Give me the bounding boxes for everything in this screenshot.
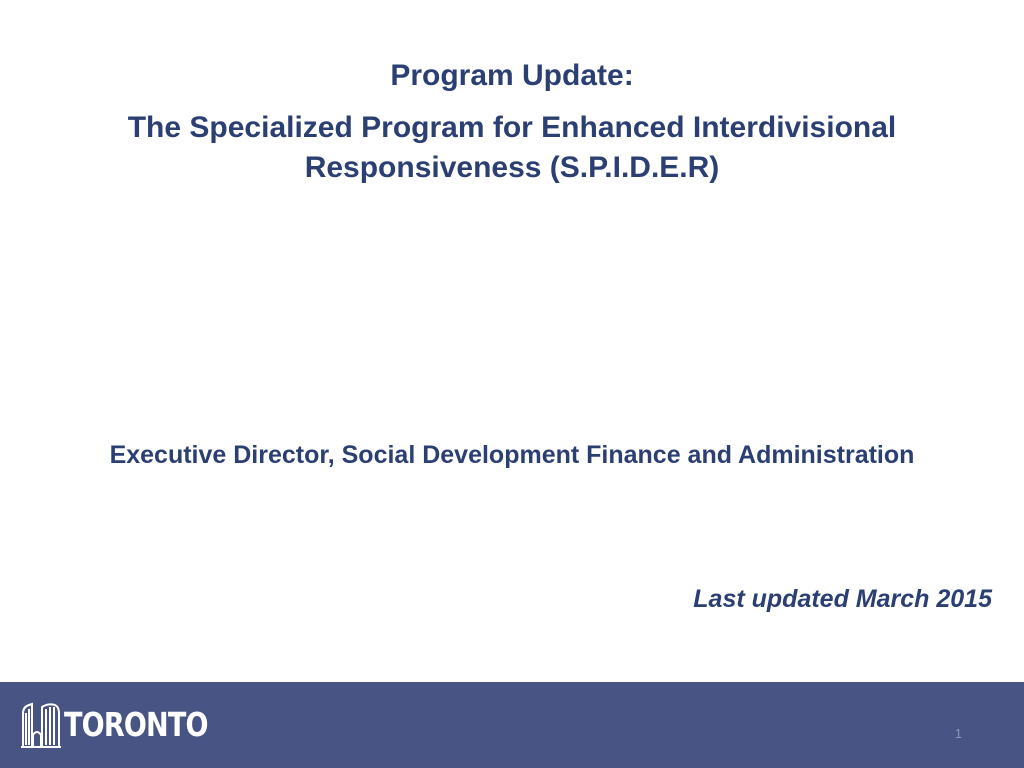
presenter-title: Executive Director, Social Development Finance and Administration: [109, 441, 915, 469]
page-number: 1: [954, 726, 962, 741]
last-updated-text: Last updated March 2015: [693, 585, 992, 613]
title-block: [0, 56, 1024, 188]
footer-bar: [0, 682, 1024, 768]
title-program-update: Program Update:: [390, 59, 634, 92]
toronto-wordmark: TORONTO: [64, 704, 208, 744]
title-program-name: The Specialized Program for Enhanced Interdivisional Responsiveness (S.P.I.D.E.R): [127, 111, 897, 184]
toronto-logo: [20, 696, 239, 752]
toronto-city-hall-icon: [20, 699, 62, 749]
